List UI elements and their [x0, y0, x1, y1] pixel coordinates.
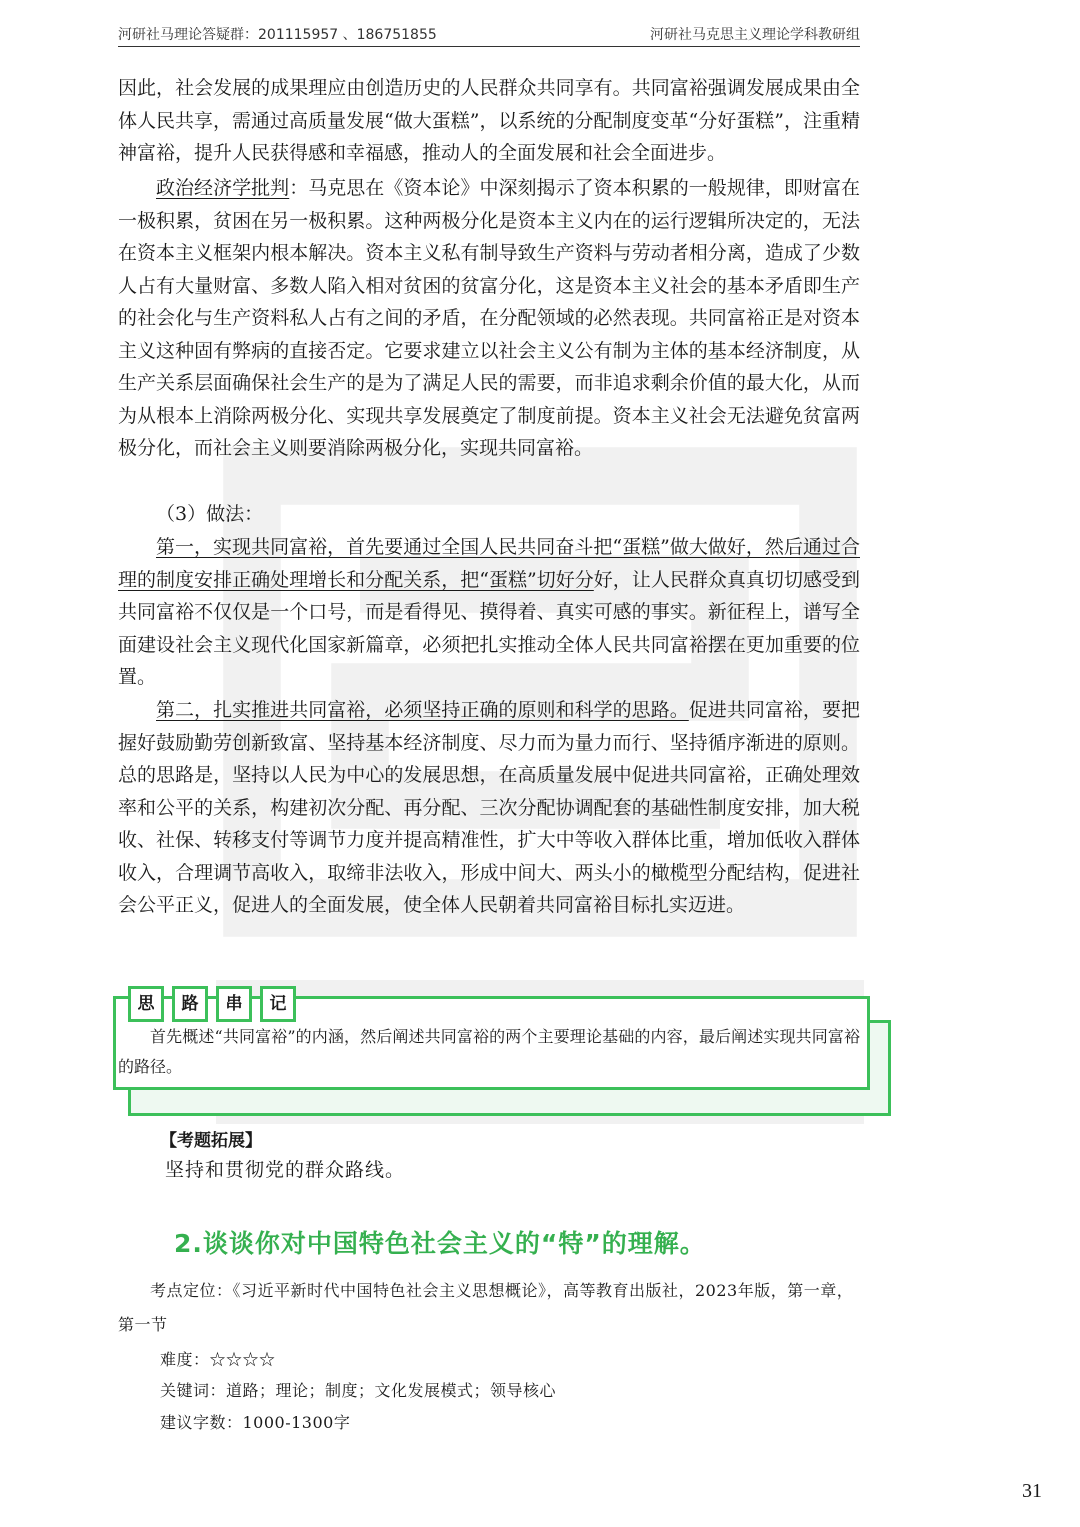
page-number: 31 — [1022, 1480, 1042, 1502]
page-header — [118, 22, 860, 47]
text-political-economy: ：马克思在《资本论》中深刻揭示了资本积累的一般规律，即财富在一极积累，贫困在另一极积累。这种两极分化是资本主义内在的运行逻辑所决定的，无法在资本主义框架内根本解决。资本主义私有制导致生产资料与劳动者相分离，造成了少数人占有大量财富、多数人陷入相对贫困的贫富分化，这是资本主义社会的基本矛盾即生产的社会化与生产资料私人占有之间的矛盾，在分配领域的必然表现。共同富裕正是对资本主义这种固有弊病的直接否定。它要求建立以社会主义公有制为主体的基本经济制度，从生产关系层面确保社会生产的是为了满足人民的需要，而非追求剩余价值的最大化，从而为从根本上消除两极分化、实现共享发展奠定了制度前提。资本主义社会无法避免贫富两极分化，而社会主义则要消除两极分化，实现共同富裕。 — [118, 177, 860, 459]
paragraph-summary: 因此，社会发展的成果理应由创造历史的人民群众共同享有。共同富裕强调发展成果由全体人民共享，需通过高质量发展“做大蛋糕”，以系统的分配制度变革“分好蛋糕”，注重精神富裕，提升人民获得感和幸福感，推动人的全面发展和社会全面进步。 — [118, 77, 860, 164]
paragraph-political-economy — [118, 172, 860, 465]
header-qq-groups: 河研社马理论答疑群：201115957 、186751855 — [118, 27, 437, 43]
question-keywords: 关键词：道路；理论；制度；文化发展模式；领导核心 — [160, 1381, 557, 1400]
paragraph-second-method — [118, 694, 860, 922]
underlined-first-method: 第一，实现共同富裕，首先要通过全国人民共同奋斗把“蛋糕”做大做好，然后通过合理的制度安排正确处理增长和分配关系，把“蛋糕”切好分 — [118, 536, 860, 591]
header-publisher: 河研社马克思主义理论学科教研组 — [650, 27, 860, 43]
question-location: 考点定位：《习近平新时代中国特色社会主义思想概论》，高等教育出版社，2023年版，第一章，第一节 — [118, 1281, 854, 1334]
box-tag-3: 串 — [216, 986, 252, 1022]
label-political-economy: 政治经济学批判 — [156, 177, 290, 199]
box-tag-1: 思 — [128, 986, 164, 1022]
text-second-method: 促进共同富裕，要把握好鼓励勤劳创新致富、坚持基本经济制度、尽力而为量力而行、坚持循序渐进的原则。总的思路是，坚持以人民为中心的发展思想，在高质量发展中促进共同富裕，正确处理效率和公平的关系，构建初次分配、再分配、三次分配协调配套的基础性制度安排，加大税收、社保、转移支付等调节力度并提高精准性，扩大中等收入群体比重，增加低收入群体收入，合理调节高收入，取缔非法收入，形成中间大、两头小的橄榄型分配结构，促进社会公平正义，促进人的全面发展，使全体人民朝着共同富裕目标扎实迈进。 — [118, 699, 860, 916]
extension-text: 坚持和贯彻党的群众路线。 — [165, 1159, 406, 1181]
box-tag-2: 路 — [172, 986, 208, 1022]
question-wordcount: 建议字数：1000-1300字 — [160, 1413, 351, 1432]
summary-box-text: 首先概述“共同富裕”的内涵，然后阐述共同富裕的两个主要理论基础的内容，最后阐述实现共同富裕的路径。 — [118, 1027, 860, 1076]
text-first-method: 好，让人民群众真真切切感受到共同富裕不仅仅是一个口号，而是看得见、摸得着、真实可感的事实。新征程上，谱写全面建设社会主义现代化国家新篇章，必须把扎实推动全体人民共同富裕摆在更加重要的位置。 — [118, 568, 860, 688]
question-difficulty: 难度：☆☆☆☆ — [160, 1350, 276, 1369]
box-tag-4: 记 — [260, 986, 296, 1022]
underlined-second-method: 第二，扎实推进共同富裕，必须坚持正确的原则和科学的思路。 — [156, 699, 689, 721]
paragraph-first-method — [118, 531, 860, 694]
extension-title: 【考题拓展】 — [160, 1131, 262, 1151]
question-title: 2.谈谈你对中国特色社会主义的“特”的理解。 — [174, 1229, 706, 1258]
paragraph-methods-heading: （3）做法： — [156, 503, 264, 525]
